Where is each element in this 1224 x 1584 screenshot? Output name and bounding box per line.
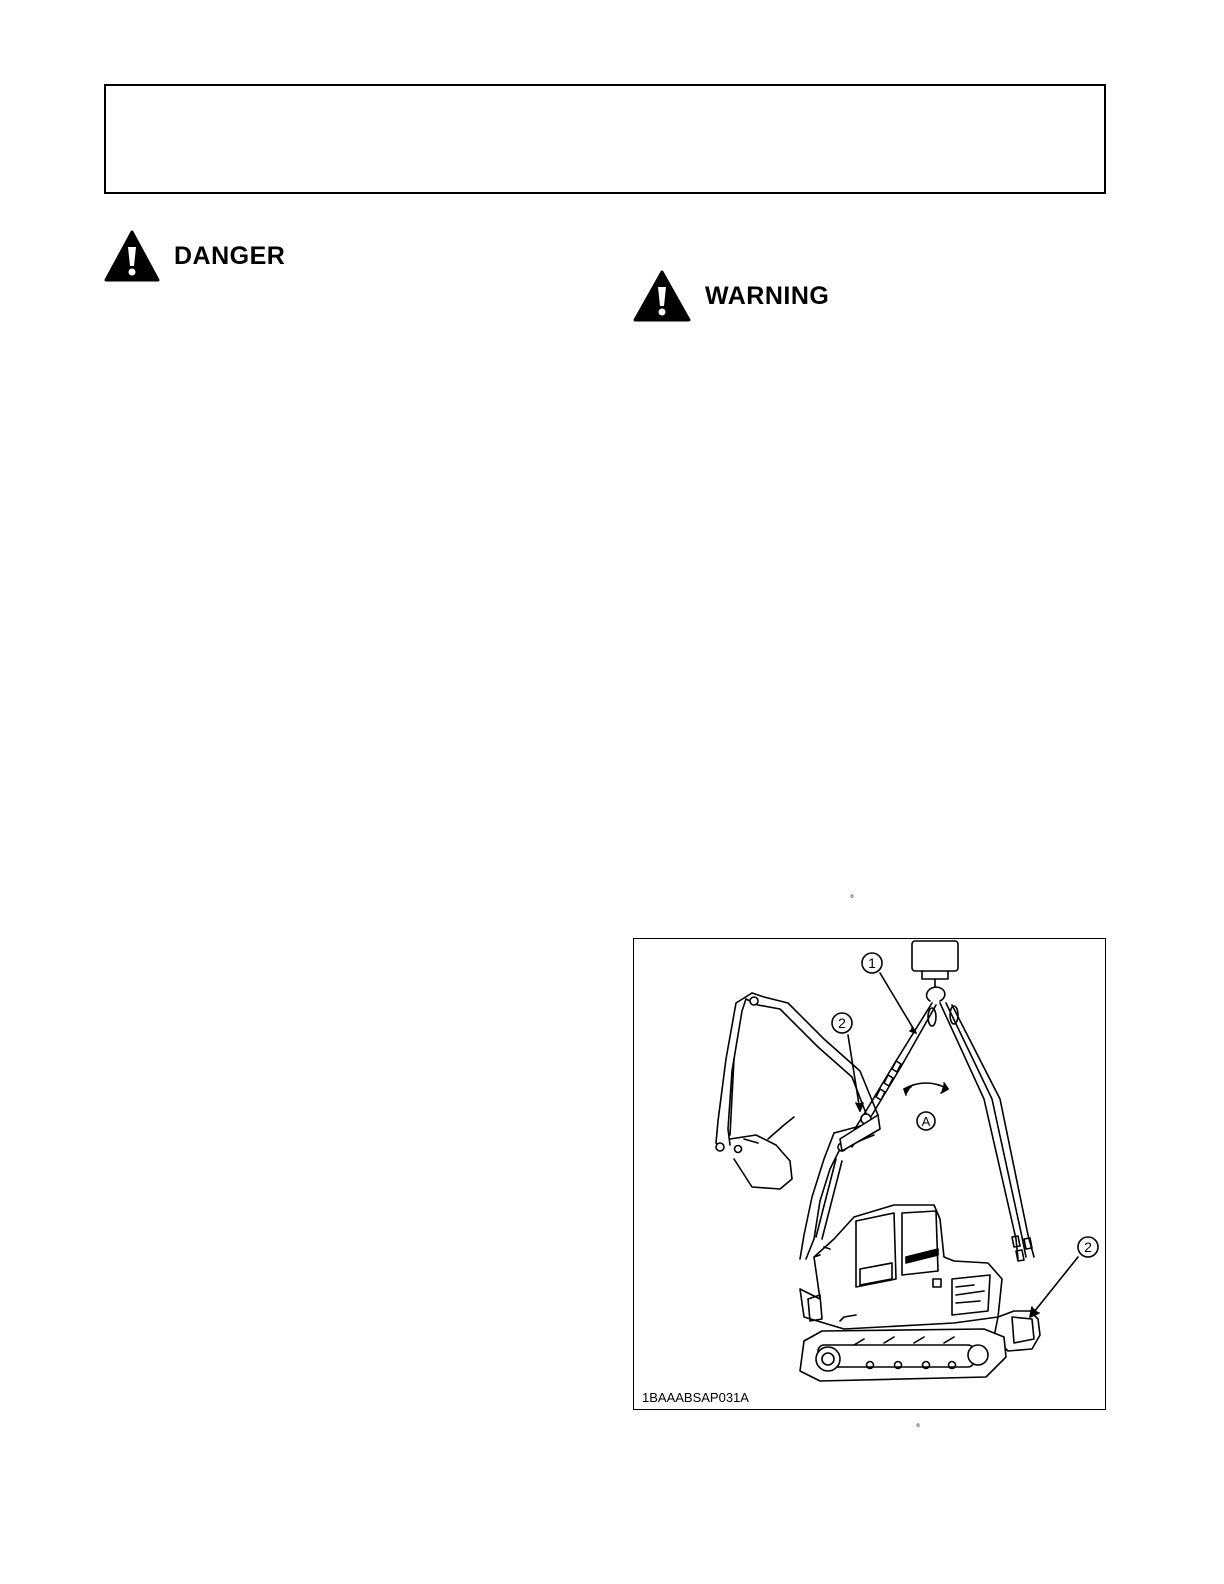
excavator-arm — [716, 993, 794, 1189]
degree-mark-upper: ° — [850, 894, 854, 905]
excavator-cab — [800, 1205, 1002, 1329]
excavator-lifting-figure — [633, 938, 1106, 1410]
danger-label: DANGER — [174, 241, 286, 270]
angle-arrow — [904, 1083, 948, 1095]
warning-label: WARNING — [705, 281, 830, 310]
danger-alert — [104, 230, 285, 282]
warning-triangle-icon — [633, 270, 691, 322]
excavator-tracks — [800, 1329, 1006, 1381]
degree-mark-lower: ° — [916, 1423, 920, 1434]
callout-2-top-label: 2 — [838, 1015, 846, 1031]
callout-1-label: 1 — [868, 955, 876, 971]
header-box — [104, 84, 1106, 194]
figure-id: 1BAAABSAP031A — [642, 1390, 749, 1405]
crane-hook — [912, 941, 958, 1001]
warning-alert — [633, 270, 829, 322]
callout-2-bottom-label: 2 — [1084, 1239, 1092, 1255]
warning-triangle-icon — [104, 230, 160, 282]
excavator-lifting-illustration — [634, 939, 1105, 1409]
angle-a-label: A — [921, 1114, 931, 1129]
